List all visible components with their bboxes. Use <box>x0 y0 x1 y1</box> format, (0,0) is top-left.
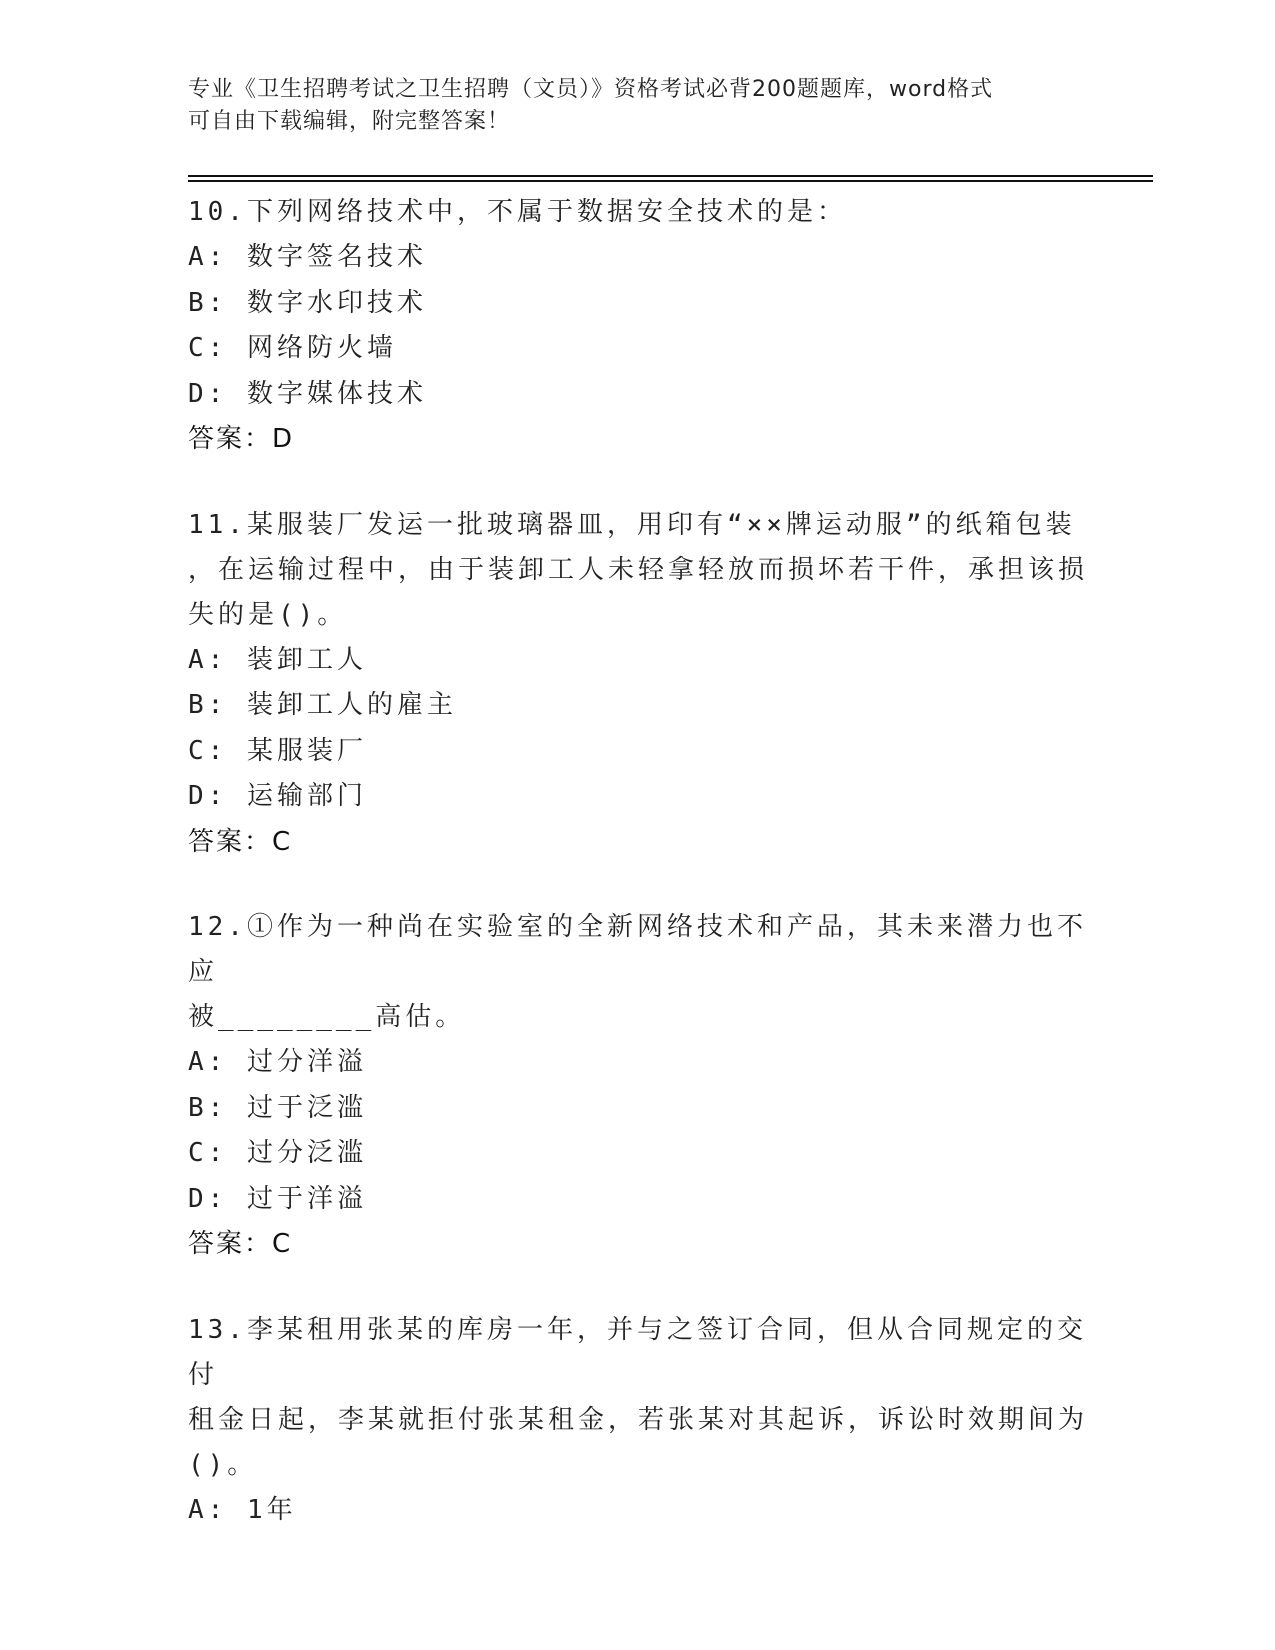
option-a: A: 过分洋溢 <box>188 1047 367 1077</box>
option-c: C: 网络防火墙 <box>188 333 397 363</box>
question-stem-line: 被________高估。 <box>188 1002 466 1032</box>
question-stem-line: ，在运输过程中，由于装卸工人未轻拿轻放而损坏若干件，承担该损 <box>188 554 1089 585</box>
option-b: B: 过于泛滥 <box>188 1092 367 1123</box>
option-d: D: 数字媒体技术 <box>188 378 427 409</box>
option-a: A: 装卸工人 <box>188 644 367 675</box>
answer-line: 答案：D <box>188 424 295 454</box>
question-12 <box>188 905 1088 1268</box>
question-11 <box>188 503 1088 866</box>
question-stem-line: 租金日起，李某就拒付张某租金，若张某对其起诉，诉讼时效期间为 <box>188 1404 1089 1435</box>
option-b: B: 数字水印技术 <box>188 287 427 318</box>
answer-line: 答案：C <box>188 826 293 857</box>
option-d: D: 运输部门 <box>188 781 367 811</box>
document-header <box>188 74 1068 138</box>
question-stem-line: ()。 <box>188 1449 258 1480</box>
question-13 <box>188 1308 1088 1534</box>
option-c: C: 过分泛滥 <box>188 1138 367 1168</box>
question-list <box>188 190 1088 1573</box>
option-a: A: 数字签名技术 <box>188 242 427 272</box>
header-divider-top <box>188 175 1153 177</box>
option-b: B: 装卸工人的雇主 <box>188 690 457 720</box>
question-stem-line: 13.李某租用张某的库房一年，并与之签订合同，但从合同规定的交付 <box>188 1314 1087 1390</box>
header-divider-bottom <box>188 180 1153 182</box>
question-10 <box>188 190 1088 463</box>
answer-line: 答案：C <box>188 1229 293 1259</box>
question-stem-line: 失的是()。 <box>188 599 348 630</box>
option-d: D: 过于洋溢 <box>188 1183 367 1214</box>
question-stem-line: 11.某服装厂发运一批玻璃器皿，用印有“××牌运动服”的纸箱包装 <box>188 509 1076 540</box>
header-line-2: 可自由下载编辑，附完整答案！ <box>188 109 511 134</box>
header-line-1: 专业《卫生招聘考试之卫生招聘（文员）》资格考试必背200题题库，word格式 <box>188 77 994 102</box>
option-c: C: 某服装厂 <box>188 735 367 766</box>
question-stem-line: 10.下列网络技术中，不属于数据安全技术的是： <box>188 197 847 227</box>
option-a: A: 1年 <box>188 1494 297 1525</box>
question-stem-line: 12.①作为一种尚在实验室的全新网络技术和产品，其未来潜力也不应 <box>188 912 1087 987</box>
